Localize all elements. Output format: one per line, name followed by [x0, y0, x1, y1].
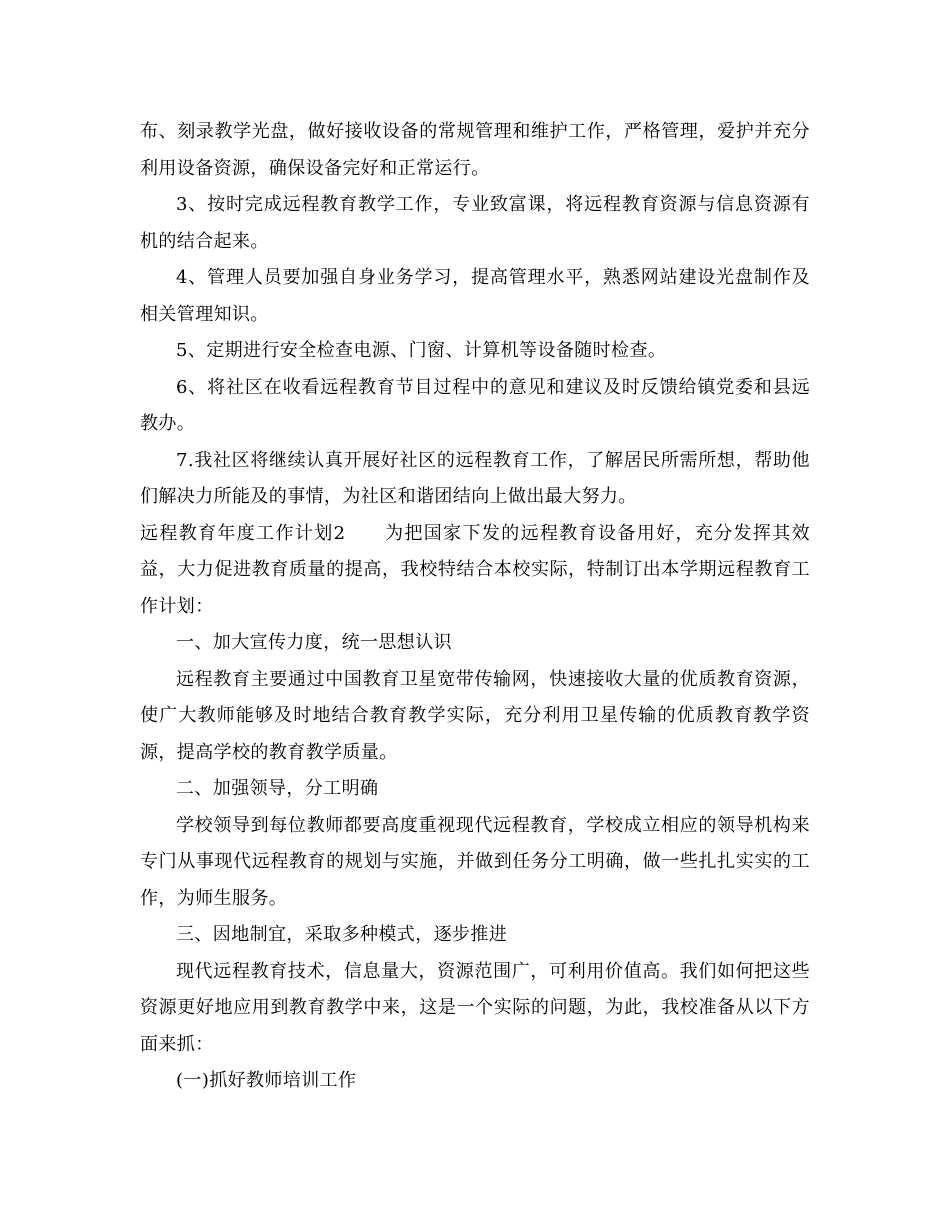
heading-three: 三、因地制宜，采取多种模式，逐步推进	[176, 924, 508, 945]
paragraph-2: 3、按时完成远程教育教学工作，专业致富课，将远程教育资源与信息资源有机的结合起来。	[140, 194, 810, 252]
paragraph-8: 学校领导到每位教师都要高度重视现代远程教育，学校成立相应的领导机构来专门从事现代远程教育的规划与实施，并做到任务分工明确，做一些扎扎实实的工作，为师生服务。	[140, 814, 810, 909]
paragraph-3: 4、管理人员要加强自身业务学习，提高管理水平，熟悉网站建设光盘制作及相关管理知识。	[140, 267, 810, 325]
heading-one: 一、加大宣传力度，统一思想认识	[176, 632, 452, 653]
paragraph-5: 6、将社区在收看远程教育节目过程中的意见和建议及时反馈给镇党委和县远教办。	[140, 376, 810, 434]
document-body	[140, 114, 810, 1100]
section-heading-plan-2: 远程教育年度工作计划2 为把国家下发的远程教育设备用好，充分发挥其效益，大力促进教育质量的提高，我校特结合本校实际，特制订出本学期远程教育工作计划：	[140, 522, 810, 617]
paragraph-7: 远程教育主要通过中国教育卫星宽带传输网，快速接收大量的优质教育资源，使广大教师能够及时地结合教育教学实际，充分利用卫星传输的优质教育教学资源，提高学校的教育教学质量。	[140, 668, 810, 763]
subheading-one: (一)抓好教师培训工作	[176, 1070, 357, 1091]
paragraph-9: 现代远程教育技术，信息量大，资源范围广，可利用价值高。我们如何把这些资源更好地应用到教育教学中来，这是一个实际的问题，为此，我校准备从以下方面来抓：	[140, 960, 810, 1055]
paragraph-6: 7.我社区将继续认真开展好社区的远程教育工作，了解居民所需所想，帮助他们解决力所能及的事情，为社区和谐团结向上做出最大努力。	[140, 449, 810, 507]
heading-two: 二、加强领导，分工明确	[176, 778, 379, 799]
paragraph-1: 布、刻录教学光盘，做好接收设备的常规管理和维护工作，严格管理，爱护并充分利用设备资源，确保设备完好和正常运行。	[140, 121, 810, 179]
paragraph-4: 5、定期进行安全检查电源、门窗、计算机等设备随时检查。	[176, 340, 667, 361]
